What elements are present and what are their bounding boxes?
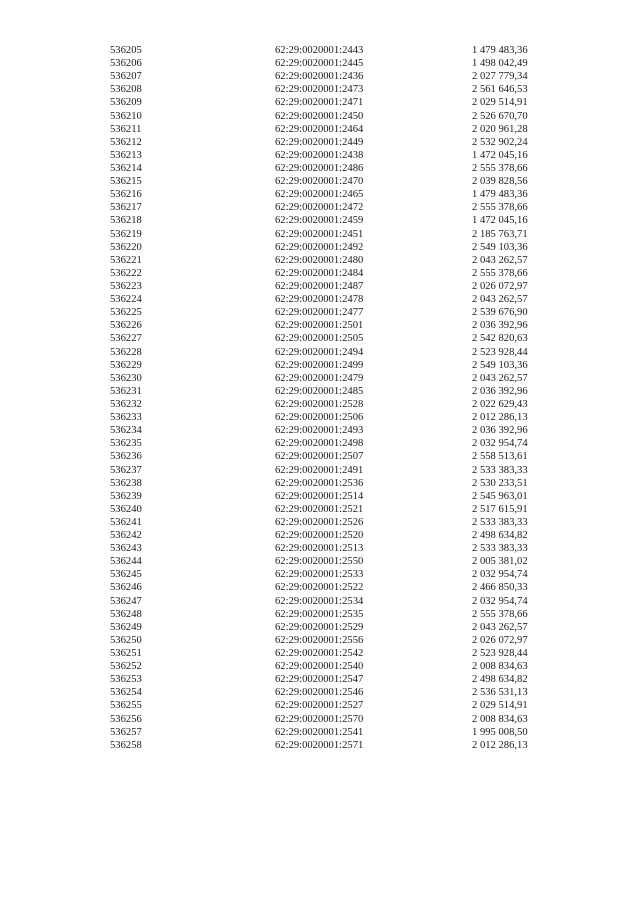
- cadastral-number-cell: 62:29:0020001:2501: [275, 320, 364, 332]
- row-number-cell: 536219: [110, 228, 142, 240]
- row-number-cell: 536231: [110, 385, 142, 397]
- table-row: [0, 608, 640, 621]
- cadastral-number-cell: 62:29:0020001:2470: [275, 176, 364, 188]
- row-number-cell: 536243: [110, 543, 142, 555]
- cadastral-value-cell: 2 498 634,82: [472, 674, 528, 686]
- table-row: [0, 319, 640, 332]
- row-number-cell: 536212: [110, 136, 142, 148]
- table-row: [0, 83, 640, 96]
- table-row: [0, 280, 640, 293]
- table-row: [0, 332, 640, 345]
- cadastral-number-cell: 62:29:0020001:2484: [275, 267, 364, 279]
- table-row: [0, 726, 640, 739]
- row-number-cell: 536240: [110, 503, 142, 515]
- cadastral-number-cell: 62:29:0020001:2479: [275, 372, 364, 384]
- cadastral-number-cell: 62:29:0020001:2541: [275, 726, 364, 738]
- cadastral-number-cell: 62:29:0020001:2493: [275, 425, 364, 437]
- cadastral-number-cell: 62:29:0020001:2492: [275, 241, 364, 253]
- table-row: [0, 568, 640, 581]
- table-row: [0, 686, 640, 699]
- table-row: [0, 542, 640, 555]
- cadastral-number-cell: 62:29:0020001:2480: [275, 254, 364, 266]
- row-number-cell: 536220: [110, 241, 142, 253]
- row-number-cell: 536245: [110, 569, 142, 581]
- cadastral-number-cell: 62:29:0020001:2536: [275, 477, 364, 489]
- table-row: [0, 634, 640, 647]
- cadastral-value-cell: 2 555 378,66: [472, 162, 528, 174]
- cadastral-number-cell: 62:29:0020001:2540: [275, 661, 364, 673]
- cadastral-value-cell: 2 026 072,97: [472, 634, 528, 646]
- cadastral-value-cell: 2 523 928,44: [472, 648, 528, 660]
- row-number-cell: 536225: [110, 307, 142, 319]
- cadastral-value-cell: 2 530 233,51: [472, 477, 528, 489]
- cadastral-number-cell: 62:29:0020001:2486: [275, 162, 364, 174]
- cadastral-number-cell: 62:29:0020001:2546: [275, 687, 364, 699]
- row-number-cell: 536248: [110, 608, 142, 620]
- cadastral-value-cell: 2 036 392,96: [472, 385, 528, 397]
- row-number-cell: 536215: [110, 176, 142, 188]
- cadastral-value-cell: 2 533 383,33: [472, 543, 528, 555]
- cadastral-number-cell: 62:29:0020001:2443: [275, 45, 364, 56]
- table-row: [0, 372, 640, 385]
- table-row: [0, 660, 640, 673]
- row-number-cell: 536242: [110, 530, 142, 542]
- table-row: [0, 267, 640, 280]
- table-row: [0, 293, 640, 306]
- cadastral-value-cell: 2 542 820,63: [472, 333, 528, 345]
- row-number-cell: 536235: [110, 438, 142, 450]
- cadastral-number-cell: 62:29:0020001:2465: [275, 189, 364, 201]
- cadastral-value-cell: 2 539 676,90: [472, 307, 528, 319]
- table-row: [0, 44, 640, 57]
- cadastral-number-cell: 62:29:0020001:2459: [275, 215, 364, 227]
- row-number-cell: 536213: [110, 149, 142, 161]
- cadastral-number-cell: 62:29:0020001:2529: [275, 621, 364, 633]
- cadastral-number-cell: 62:29:0020001:2535: [275, 608, 364, 620]
- row-number-cell: 536214: [110, 162, 142, 174]
- cadastral-value-cell: 2 039 828,56: [472, 176, 528, 188]
- row-number-cell: 536246: [110, 582, 142, 594]
- cadastral-value-cell: 2 561 646,53: [472, 84, 528, 96]
- table-row: [0, 70, 640, 83]
- cadastral-number-cell: 62:29:0020001:2473: [275, 84, 364, 96]
- cadastral-value-cell: 2 558 513,61: [472, 451, 528, 463]
- cadastral-number-cell: 62:29:0020001:2542: [275, 648, 364, 660]
- cadastral-number-cell: 62:29:0020001:2438: [275, 149, 364, 161]
- cadastral-number-cell: 62:29:0020001:2514: [275, 490, 364, 502]
- cadastral-value-cell: 2 029 514,91: [472, 97, 528, 109]
- cadastral-value-cell: 2 043 262,57: [472, 372, 528, 384]
- row-number-cell: 536255: [110, 700, 142, 712]
- table-row: [0, 398, 640, 411]
- cadastral-number-cell: 62:29:0020001:2528: [275, 398, 364, 410]
- cadastral-value-cell: 2 026 072,97: [472, 280, 528, 292]
- cadastral-value-cell: 1 498 042,49: [472, 58, 528, 70]
- cadastral-value-cell: 2 555 378,66: [472, 608, 528, 620]
- cadastral-number-cell: 62:29:0020001:2472: [275, 202, 364, 214]
- row-number-cell: 536229: [110, 359, 142, 371]
- cadastral-value-cell: 2 533 383,33: [472, 516, 528, 528]
- table-row: [0, 673, 640, 686]
- cadastral-value-cell: 2 029 514,91: [472, 700, 528, 712]
- row-number-cell: 536258: [110, 739, 142, 751]
- cadastral-number-cell: 62:29:0020001:2450: [275, 110, 364, 122]
- cadastral-number-cell: 62:29:0020001:2436: [275, 71, 364, 83]
- cadastral-value-cell: 2 517 615,91: [472, 503, 528, 515]
- row-number-cell: 536251: [110, 648, 142, 660]
- cadastral-number-cell: 62:29:0020001:2449: [275, 136, 364, 148]
- table-row: [0, 359, 640, 372]
- cadastral-number-cell: 62:29:0020001:2499: [275, 359, 364, 371]
- cadastral-number-cell: 62:29:0020001:2533: [275, 569, 364, 581]
- cadastral-number-cell: 62:29:0020001:2570: [275, 713, 364, 725]
- cadastral-value-cell: 2 466 850,33: [472, 582, 528, 594]
- cadastral-value-cell: 2 020 961,28: [472, 123, 528, 135]
- cadastral-value-cell: 2 523 928,44: [472, 346, 528, 358]
- cadastral-value-cell: 2 032 954,74: [472, 438, 528, 450]
- cadastral-number-cell: 62:29:0020001:2556: [275, 634, 364, 646]
- cadastral-value-cell: 2 043 262,57: [472, 294, 528, 306]
- table-row: [0, 464, 640, 477]
- table-row: [0, 437, 640, 450]
- table-row: [0, 149, 640, 162]
- cadastral-value-cell: 2 008 834,63: [472, 713, 528, 725]
- table-row: [0, 228, 640, 241]
- row-number-cell: 536234: [110, 425, 142, 437]
- cadastral-value-cell: 2 532 902,24: [472, 136, 528, 148]
- cadastral-value-cell: 2 032 954,74: [472, 595, 528, 607]
- table-row: [0, 254, 640, 267]
- cadastral-value-cell: 2 043 262,57: [472, 621, 528, 633]
- table-row: [0, 450, 640, 463]
- table-row: [0, 306, 640, 319]
- row-number-cell: 536207: [110, 71, 142, 83]
- table-row: [0, 713, 640, 726]
- cadastral-value-cell: 2 043 262,57: [472, 254, 528, 266]
- cadastral-value-cell: 1 479 483,36: [472, 189, 528, 201]
- row-number-cell: 536249: [110, 621, 142, 633]
- cadastral-number-cell: 62:29:0020001:2445: [275, 58, 364, 70]
- table-row: [0, 516, 640, 529]
- row-number-cell: 536210: [110, 110, 142, 122]
- cadastral-number-cell: 62:29:0020001:2507: [275, 451, 364, 463]
- table-row: [0, 175, 640, 188]
- cadastral-number-cell: 62:29:0020001:2471: [275, 97, 364, 109]
- table-row: [0, 647, 640, 660]
- cadastral-value-cell: 2 533 383,33: [472, 464, 528, 476]
- table-row: [0, 241, 640, 254]
- cadastral-number-cell: 62:29:0020001:2520: [275, 530, 364, 542]
- row-number-cell: 536237: [110, 464, 142, 476]
- cadastral-value-cell: 2 027 779,34: [472, 71, 528, 83]
- cadastral-number-cell: 62:29:0020001:2550: [275, 556, 364, 568]
- row-number-cell: 536241: [110, 516, 142, 528]
- cadastral-number-cell: 62:29:0020001:2571: [275, 739, 364, 751]
- cadastral-value-cell: 2 549 103,36: [472, 359, 528, 371]
- row-number-cell: 536238: [110, 477, 142, 489]
- cadastral-value-cell: 2 549 103,36: [472, 241, 528, 253]
- cadastral-value-cell: 2 022 629,43: [472, 398, 528, 410]
- table-row: [0, 123, 640, 136]
- table-row: [0, 110, 640, 123]
- row-number-cell: 536221: [110, 254, 142, 266]
- cadastral-value-cell: 2 012 286,13: [472, 739, 528, 751]
- table-row: [0, 411, 640, 424]
- row-number-cell: 536209: [110, 97, 142, 109]
- cadastral-value-cell: 2 498 634,82: [472, 530, 528, 542]
- row-number-cell: 536222: [110, 267, 142, 279]
- cadastral-number-cell: 62:29:0020001:2534: [275, 595, 364, 607]
- cadastral-number-cell: 62:29:0020001:2485: [275, 385, 364, 397]
- cadastral-number-cell: 62:29:0020001:2526: [275, 516, 364, 528]
- table-row: [0, 477, 640, 490]
- table-row: [0, 188, 640, 201]
- table-row: [0, 699, 640, 712]
- cadastral-value-cell: 2 032 954,74: [472, 569, 528, 581]
- table-row: [0, 136, 640, 149]
- cadastral-value-cell: 1 472 045,16: [472, 215, 528, 227]
- row-number-cell: 536232: [110, 398, 142, 410]
- cadastral-number-cell: 62:29:0020001:2506: [275, 412, 364, 424]
- table-row: [0, 555, 640, 568]
- cadastral-value-cell: 1 479 483,36: [472, 45, 528, 56]
- cadastral-number-cell: 62:29:0020001:2505: [275, 333, 364, 345]
- cadastral-number-cell: 62:29:0020001:2522: [275, 582, 364, 594]
- cadastral-value-cell: 1 472 045,16: [472, 149, 528, 161]
- row-number-cell: 536205: [110, 45, 142, 56]
- row-number-cell: 536217: [110, 202, 142, 214]
- cadastral-number-cell: 62:29:0020001:2521: [275, 503, 364, 515]
- cadastral-number-cell: 62:29:0020001:2527: [275, 700, 364, 712]
- cadastral-number-cell: 62:29:0020001:2513: [275, 543, 364, 555]
- cadastral-number-cell: 62:29:0020001:2464: [275, 123, 364, 135]
- table-row: [0, 490, 640, 503]
- row-number-cell: 536230: [110, 372, 142, 384]
- table-row: [0, 424, 640, 437]
- table-row: [0, 529, 640, 542]
- cadastral-value-cell: 2 185 763,71: [472, 228, 528, 240]
- table-row: [0, 346, 640, 359]
- cadastral-value-cell: 2 036 392,96: [472, 320, 528, 332]
- table-row: [0, 214, 640, 227]
- table-row: [0, 503, 640, 516]
- row-number-cell: 536218: [110, 215, 142, 227]
- row-number-cell: 536257: [110, 726, 142, 738]
- cadastral-number-cell: 62:29:0020001:2487: [275, 280, 364, 292]
- table-row: [0, 162, 640, 175]
- cadastral-value-cell: 2 555 378,66: [472, 202, 528, 214]
- cadastral-value-cell: 2 005 381,02: [472, 556, 528, 568]
- row-number-cell: 536223: [110, 280, 142, 292]
- row-number-cell: 536208: [110, 84, 142, 96]
- row-number-cell: 536228: [110, 346, 142, 358]
- row-number-cell: 536226: [110, 320, 142, 332]
- row-number-cell: 536211: [110, 123, 142, 135]
- parcel-table: [0, 44, 640, 752]
- row-number-cell: 536253: [110, 674, 142, 686]
- row-number-cell: 536254: [110, 687, 142, 699]
- table-row: [0, 739, 640, 752]
- table-row: [0, 57, 640, 70]
- cadastral-value-cell: 2 555 378,66: [472, 267, 528, 279]
- row-number-cell: 536252: [110, 661, 142, 673]
- row-number-cell: 536256: [110, 713, 142, 725]
- cadastral-value-cell: 2 536 531,13: [472, 687, 528, 699]
- table-row: [0, 201, 640, 214]
- cadastral-number-cell: 62:29:0020001:2498: [275, 438, 364, 450]
- row-number-cell: 536239: [110, 490, 142, 502]
- cadastral-number-cell: 62:29:0020001:2491: [275, 464, 364, 476]
- row-number-cell: 536216: [110, 189, 142, 201]
- table-row: [0, 96, 640, 109]
- row-number-cell: 536247: [110, 595, 142, 607]
- table-row: [0, 595, 640, 608]
- cadastral-value-cell: 2 526 670,70: [472, 110, 528, 122]
- cadastral-value-cell: 1 995 008,50: [472, 726, 528, 738]
- row-number-cell: 536224: [110, 294, 142, 306]
- row-number-cell: 536250: [110, 634, 142, 646]
- table-row: [0, 581, 640, 594]
- cadastral-value-cell: 2 545 963,01: [472, 490, 528, 502]
- cadastral-number-cell: 62:29:0020001:2494: [275, 346, 364, 358]
- table-row: [0, 621, 640, 634]
- cadastral-number-cell: 62:29:0020001:2451: [275, 228, 364, 240]
- cadastral-number-cell: 62:29:0020001:2478: [275, 294, 364, 306]
- row-number-cell: 536236: [110, 451, 142, 463]
- row-number-cell: 536227: [110, 333, 142, 345]
- row-number-cell: 536244: [110, 556, 142, 568]
- cadastral-value-cell: 2 008 834,63: [472, 661, 528, 673]
- cadastral-value-cell: 2 012 286,13: [472, 412, 528, 424]
- table-row: [0, 385, 640, 398]
- cadastral-value-cell: 2 036 392,96: [472, 425, 528, 437]
- row-number-cell: 536206: [110, 58, 142, 70]
- cadastral-number-cell: 62:29:0020001:2547: [275, 674, 364, 686]
- cadastral-number-cell: 62:29:0020001:2477: [275, 307, 364, 319]
- row-number-cell: 536233: [110, 412, 142, 424]
